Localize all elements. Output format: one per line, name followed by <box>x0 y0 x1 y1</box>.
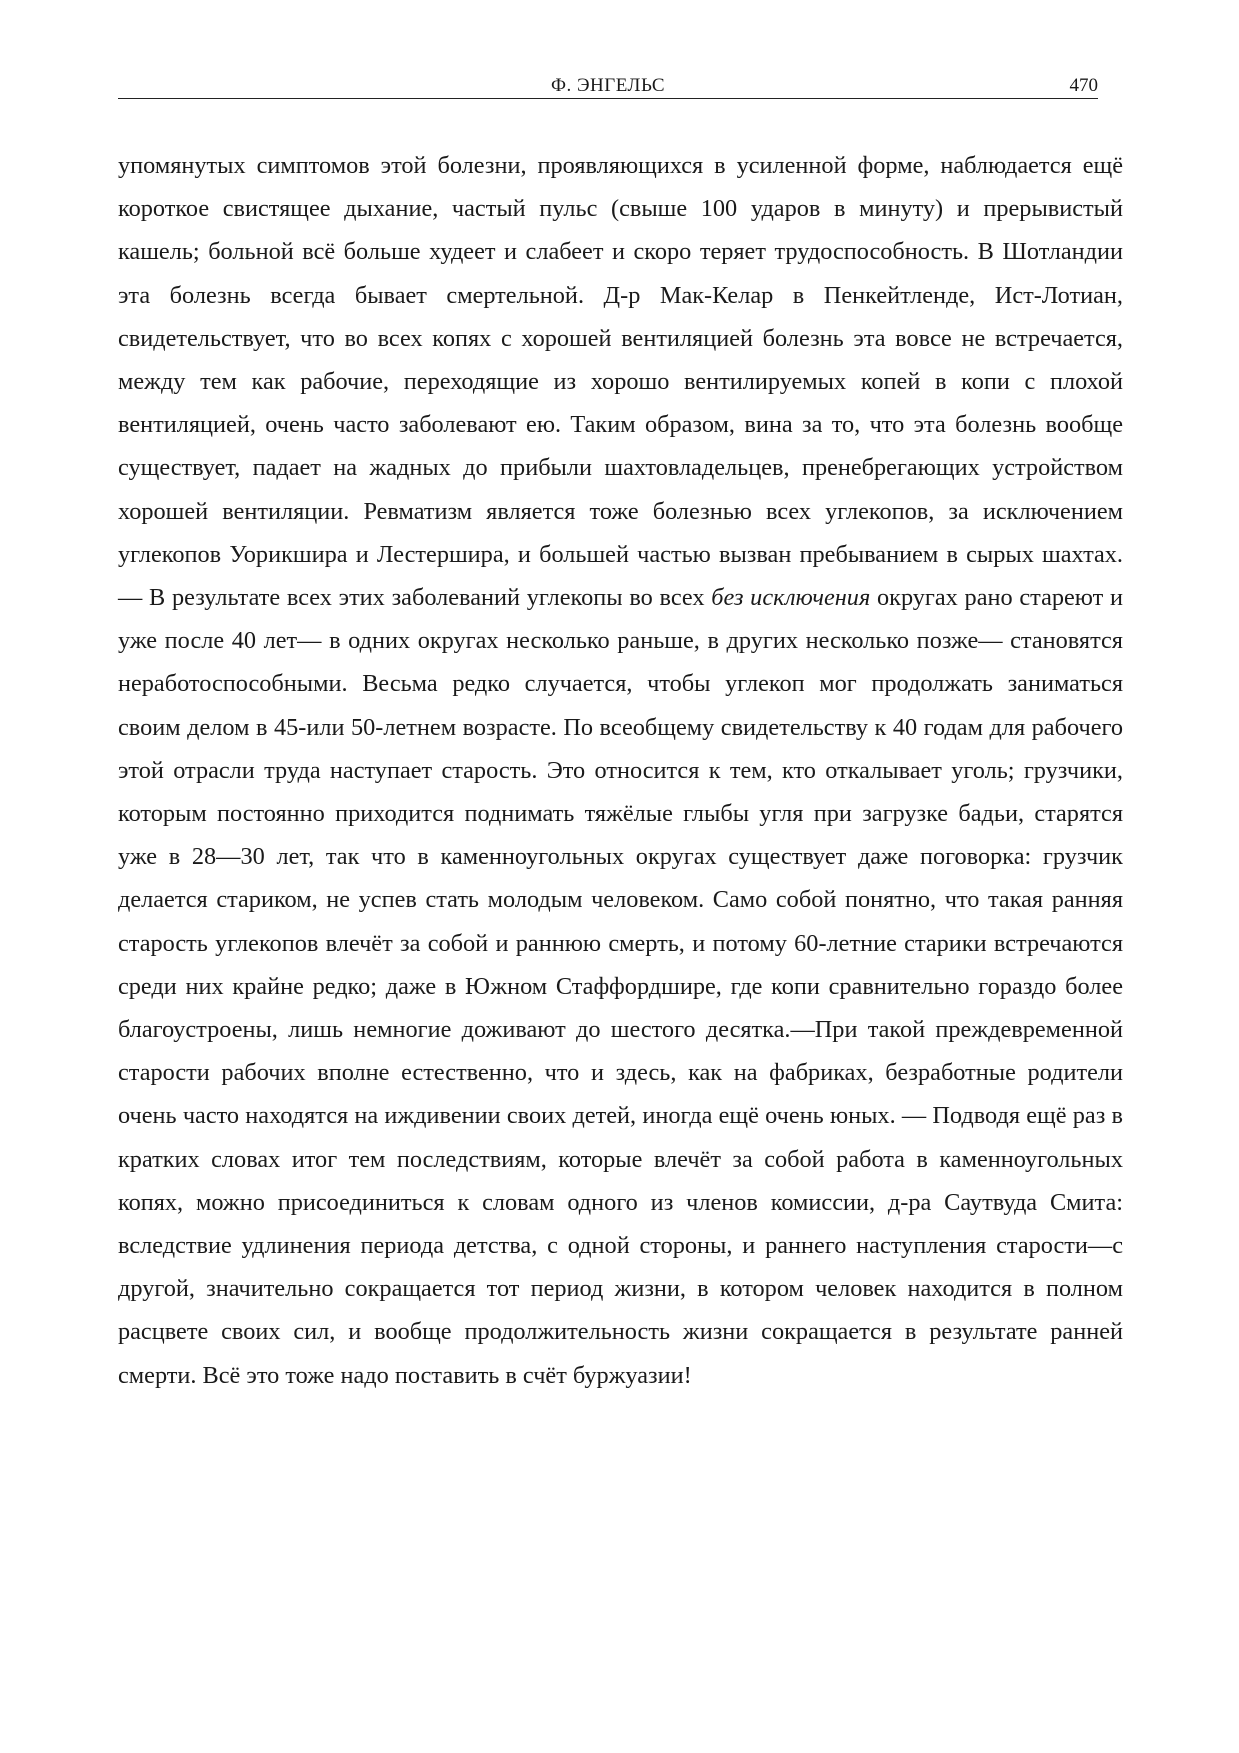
body-text-part-1: упомянутых симптомов этой болезни, проявляющихся в усиленной форме, наблюдается ещё короткое свистящее дыхание, частый пульс (свыше 100 ударов в минуту) и прерывистый кашель; больной всё больше худеет и слабеет и скоро теряет трудоспособность. В Шотландии эта болезнь всегда бывает смертельной. Д-р Мак-Келар в Пенкейтленде, Ист-Лотиан, свидетельствует, что во всех копях с хорошей вентиляцией болезнь эта вовсе не встречается, между тем как рабочие, переходящие из хорошо вентилируемых копей в копи с плохой вентиляцией, очень часто заболевают ею. Таким образом, вина за то, что эта болезнь вообще существует, падает на жадных до прибыли шахтовладельцев, пренебрегающих устройством хорошей вентиляции. Ревматизм является тоже болезнью всех углекопов, за исключением углекопов Уорикшира и Лестершира, и большей частью вызван пребыванием в сырых шахтах. — В результате всех этих заболеваний углекопы во всех <box>118 152 1123 612</box>
body-text-part-2: округах рано стареют и уже после 40 лет— в одних округах несколько раньше, в других несколько позже— становятся неработоспособными. Весьма редко случается, чтобы углекоп мог продолжать заниматься своим делом в 45-или 50-летнем возрасте. По всеобщему свидетельству к 40 годам для рабочего этой отрасли труда наступает старость. Это относится к тем, кто откалывает уголь; грузчики, которым постоянно приходится поднимать тяжёлые глыбы угля при загрузке бадьи, старятся уже в 28—30 лет, так что в каменноугольных округах существует даже поговорка: грузчик делается стариком, не успев стать молодым человеком. Само собой понятно, что такая ранняя старость углекопов влечёт за собой и раннюю смерть, и потому 60-летние старики встречаются среди них крайне редко; даже в Южном Стаффордшире, где копи сравнительно гораздо более благоустроены, лишь немногие доживают до шестого десятка.—При такой преждевременной старости рабочих вполне естественно, что и здесь, как на фабриках, безработные родители очень часто находятся на иждивении своих детей, иногда ещё очень юных. — Подводя ещё раз в кратких словах итог тем последствиям, которые влечёт за собой работа в каменноугольных копях, можно присоединиться к словам одного из членов комиссии, д-ра Саутвуда Смита: вследствие удлинения периода детства, с одной стороны, и раннего наступления старости—с другой, значительно сокращается тот период жизни, в котором человек находится в полном расцвете своих сил, и вообще продолжительность жизни сокращается в результате ранней смерти. Всё это тоже надо поставить в счёт буржуазии! <box>118 584 1123 1389</box>
running-head <box>118 74 1098 99</box>
emphasized-phrase: без исключения <box>711 584 871 612</box>
running-head-author: Ф. ЭНГЕЛЬС <box>550 75 666 96</box>
page-number: 470 <box>1069 75 1098 96</box>
body-paragraph <box>118 144 1123 1397</box>
